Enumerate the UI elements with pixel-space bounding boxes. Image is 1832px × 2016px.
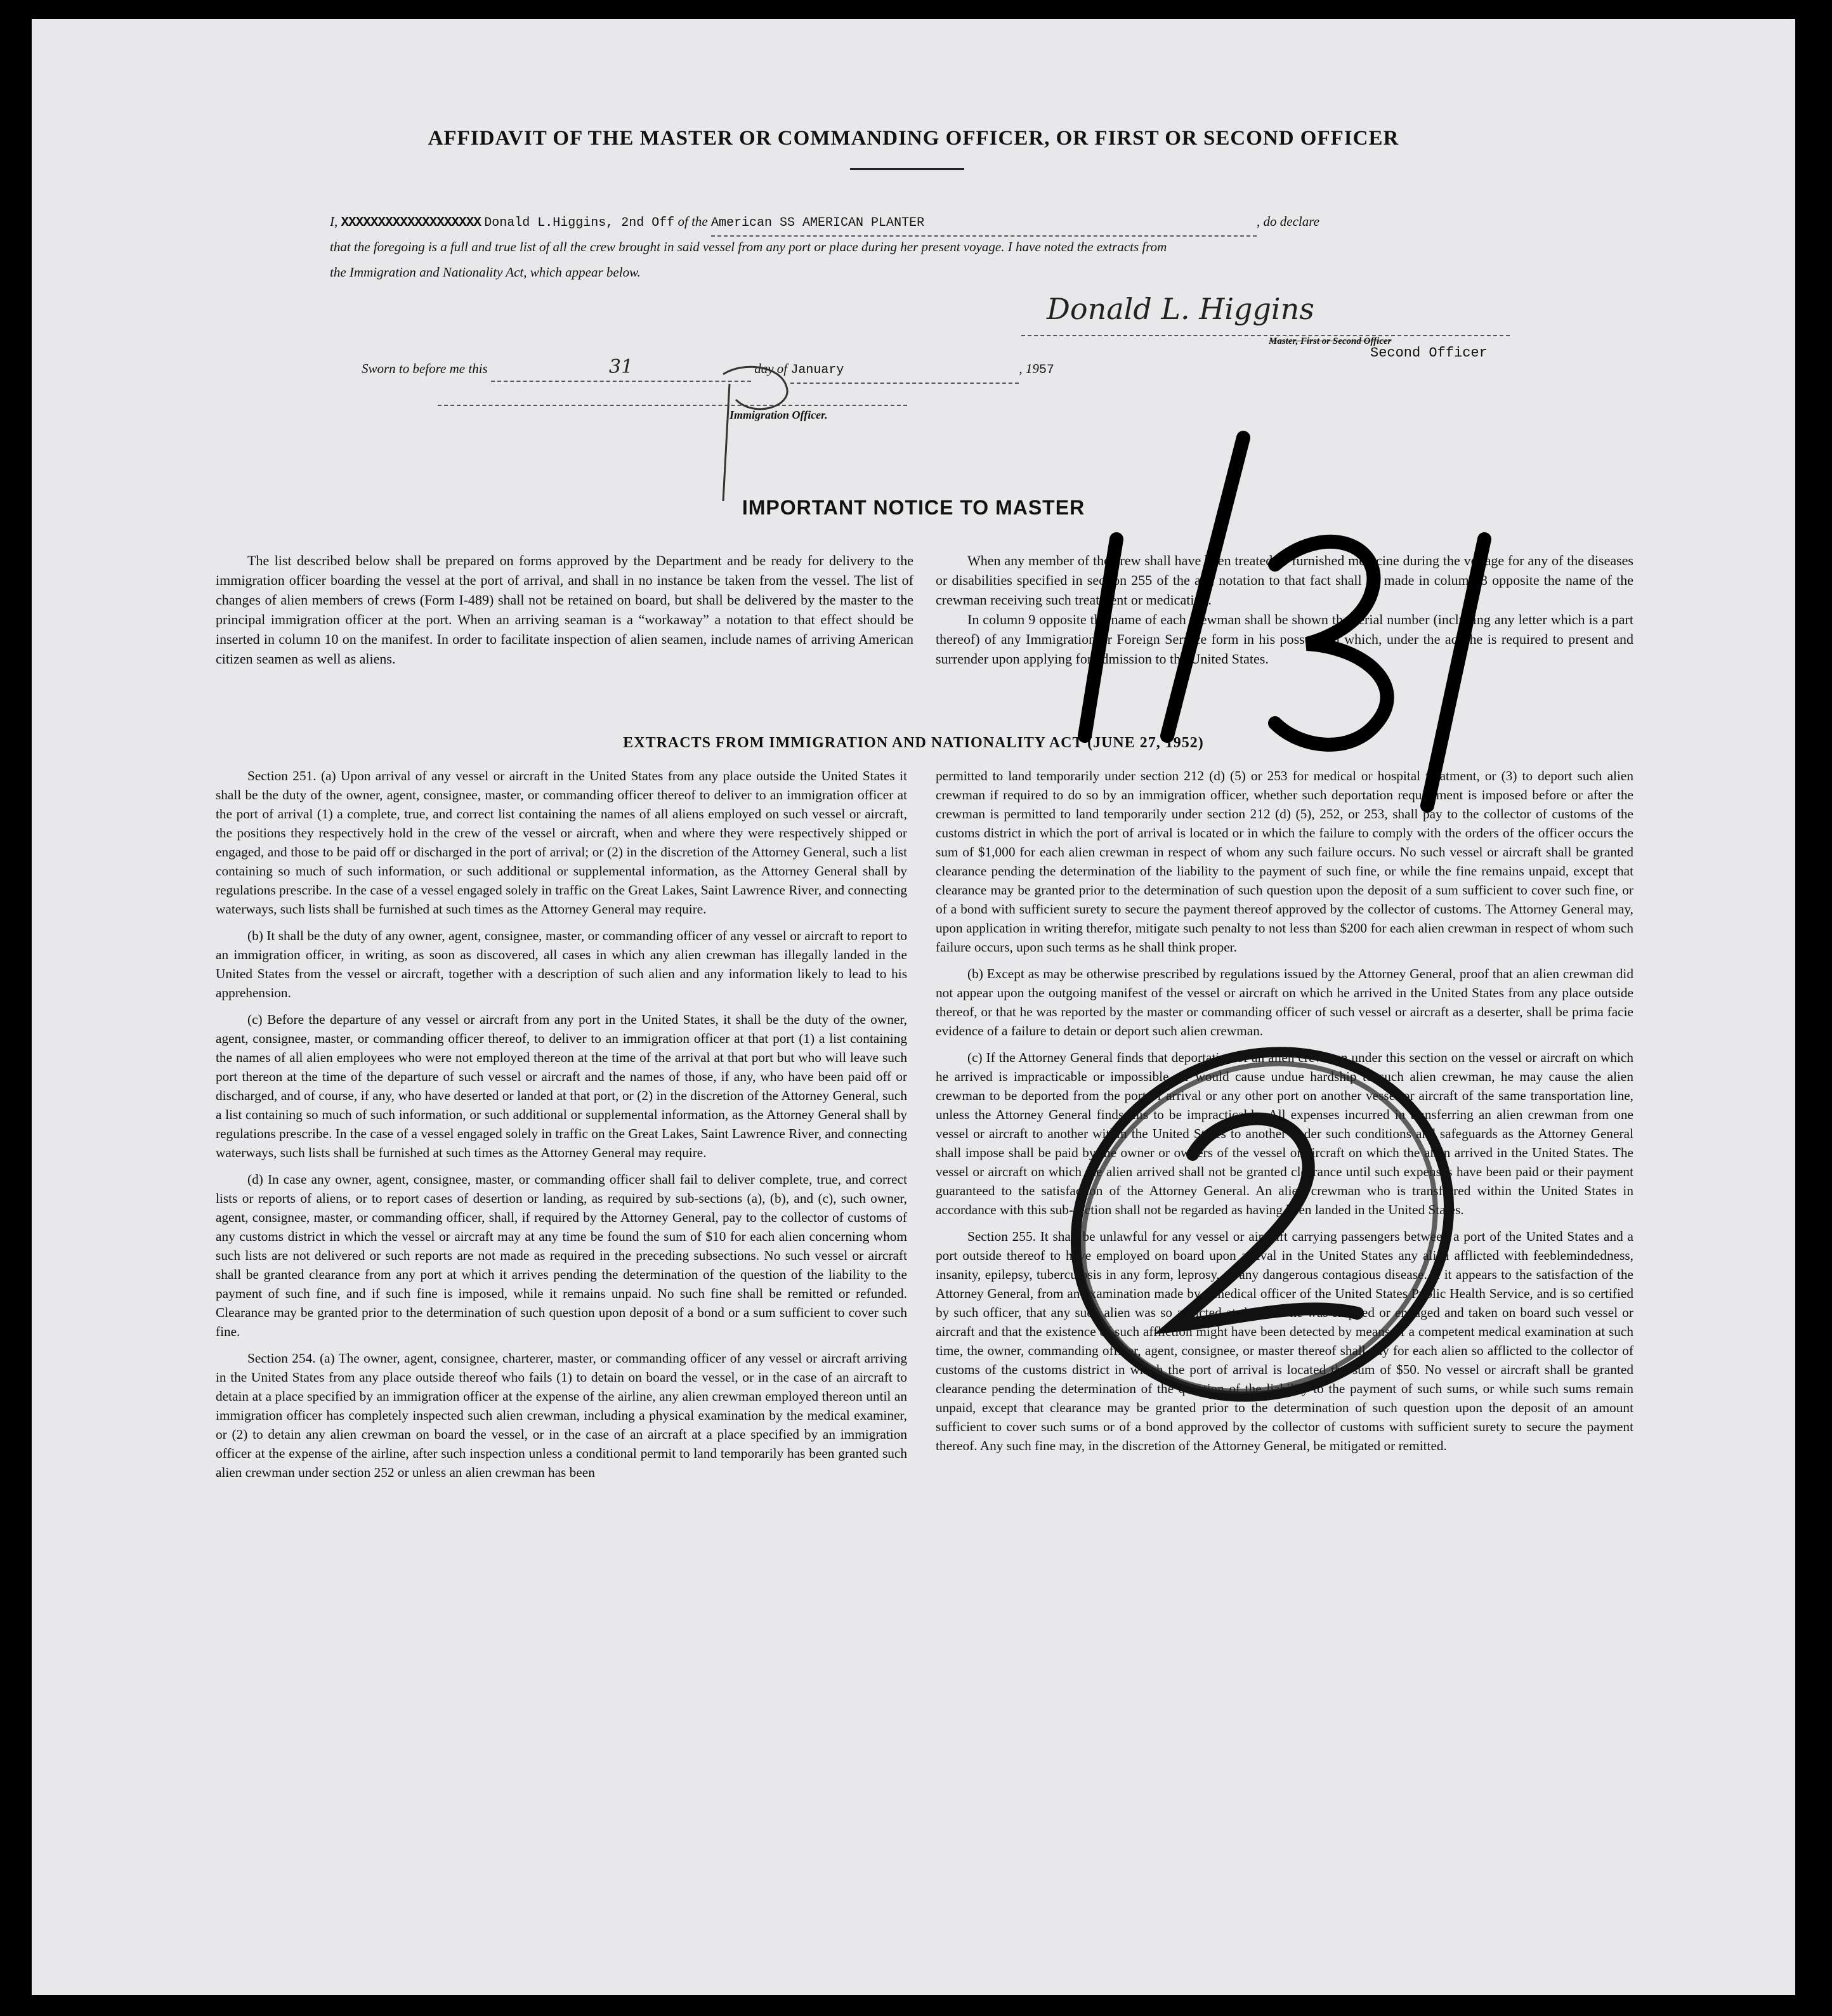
extracts-heading: EXTRACTS FROM IMMIGRATION AND NATIONALITY ACT (JUNE 27, 1952) bbox=[623, 735, 1204, 751]
section-254a-continued: permitted to land temporarily under section 212 (d) (5) or 253 for medical or hospital treatment, or (3) to deport such alien crewman if required to do so by an immigration officer, whether such deportation requirement is imposed before or after the crewman is permitted to land temporarily under section 212 (d) (5), 252, or 253, shall pay to the collector of customs of the customs district in which the port of arrival is located or in which the failure to comply with the orders of the officer occurs the sum of $1,000 for each alien crewman in respect of whom any such failure occurs. No such vessel or aircraft shall be granted clearance pending the determination of the liability to the payment of such fine, or while the fine remains unpaid, except that clearance may be granted prior to the determination of such question upon the deposit of a sum sufficient to cover such fine, or of a bond with sufficient surety to secure the payment thereof approved by the collector of customs. The Attorney General may, upon application in writing therefor, mitigate such penalty to not less than $200 for each alien crewman in respect of whom such failure occurs, upon such terms as he shall think proper. bbox=[936, 768, 1633, 955]
officer-signature: Donald L. Higgins bbox=[1047, 292, 1314, 326]
printed-role-label: Master, First or Second Officer bbox=[1269, 336, 1392, 346]
document-page bbox=[32, 19, 1795, 1995]
declaration-prefix: I, bbox=[330, 214, 338, 229]
immigration-officer-line bbox=[438, 405, 907, 407]
affidavit-title: AFFIDAVIT OF THE MASTER OR COMMANDING OFFICER, OR FIRST OR SECOND OFFICER bbox=[428, 127, 1399, 150]
section-251c: (c) Before the departure of any vessel or aircraft from any port in the United States, it shall be the duty of the owner, agent, consignee, master, or commanding officer thereof, to deliver to an immigration officer at that port (1) a list containing the names of all alien employees who were not employed thereon at the time of the arrival at that port but who will leave such port thereon at the time of the departure of such vessel or aircraft and the names of those, if any, who have been paid off or discharged, and of course, if any, who have deserted or landed at that port, or (2) in the discretion of the Attorney General, such a list containing so much of such information, or such additional or supplemental information, as the Attorney General shall by regulations prescribe. In the case of a vessel engaged solely in traffic on the Great Lakes, Saint Lawrence River, and connecting waterways, such lists shall be furnished at such times as the Attorney General may require. bbox=[216, 1012, 907, 1160]
of-the-label: of the bbox=[677, 214, 708, 229]
section-251b: (b) It shall be the duty of any owner, agent, consignee, master, or commanding officer of any vessel or aircraft to report to an immigration officer, in writing, as soon as discovered, all cases in which any alien crewman has illegally landed in the United States from the vessel or aircraft, together with a description of such alien and any information likely to lead to his apprehension. bbox=[216, 928, 907, 1000]
title-divider bbox=[850, 168, 964, 170]
sworn-month-field bbox=[790, 358, 1019, 384]
sworn-month: January bbox=[790, 363, 844, 377]
section-254c: (c) If the Attorney General finds that deportation of an alien crewman under this section on the vessel or aircraft on which he arrived is impracticable or impossible, or would cause undue hardship to such alien crewman, he may cause the alien crewman to be deported from the port of arrival or any other port on another vessel or aircraft of the same transportation line, unless the Attorney General finds this to be impracticable. All expenses incurred in transferring an alien crewman from one vessel or aircraft to another within the United States to another under such conditions and safeguards as the Attorney General shall impose shall be paid by the owner or owners of the vessel or aircraft on which the alien arrived in the United States. The vessel or aircraft on which the alien arrived shall not be granted clearance until such expenses have been paid or their payment guaranteed to the satisfaction of the Attorney General. An alien crewman who is transferred within the United States in accordance with this sub-section shall not be regarded as having been landed in the United States. bbox=[936, 1050, 1633, 1217]
extracts-right-column bbox=[936, 766, 1633, 1463]
vessel-field bbox=[711, 211, 1257, 237]
day-of-label: day of bbox=[754, 361, 788, 376]
section-255: Section 255. It shall be unlawful for any vessel or aircraft carrying passengers between a port of the United States and a port outside thereof to have employed on board upon arrival in the United States any alien afflicted with feeblemindedness, insanity, epilepsy, tuberculosis in any form, leprosy, or any dangerous contagious disease. If it appears to the satisfaction of the Attorney General, from an examination made by a medical officer of the United States Public Health Service, and is so certified by such officer, that any such alien was so afflicted at the time he was shipped or engaged and taken on board such vessel or aircraft and that the existence of such affliction might have been detected by means of a competent medical examination at such time, the owner, commanding officer, agent, consignee, or master thereof shall pay for each alien so afflicted to the collector of customs of the customs district in which the port of arrival is located the sum of $50. No vessel or aircraft shall be granted clearance pending the determination of the question of the liability to the payment of such sums, or while such sums remain unpaid, except that clearance may be granted prior to the determination of such question upon the deposit of an amount sufficient to cover such sums or of a bond approved by the collector of customs with sufficient surety to secure the payment thereof. Any such fine may, in the discretion of the Attorney General, be mitigated or remitted. bbox=[936, 1229, 1633, 1453]
signature-line bbox=[1021, 335, 1510, 337]
sworn-year: 57 bbox=[1038, 363, 1054, 377]
immigration-officer-label: Immigration Officer. bbox=[730, 409, 828, 421]
struck-text: XXXXXXXXXXXXXXXXXXX bbox=[341, 216, 481, 230]
notice-right-column bbox=[936, 551, 1633, 675]
declaration-line-2: that the foregoing is a full and true list of all the crew brought in said vessel from any port or place during her present voyage. I have noted the extracts from bbox=[330, 239, 1167, 254]
sworn-day-field bbox=[491, 355, 751, 382]
sworn-prefix: Sworn to before me this bbox=[362, 361, 488, 376]
section-251a: Section 251. (a) Upon arrival of any vessel or aircraft in the United States from any place outside the United States it shall be the duty of the owner, agent, consignee, master, or commanding officer thereof to deliver to an immigration officer at the port of arrival (1) a complete, true, and correct list containing the names of all aliens employed on such vessel or aircraft, the positions they respectively hold in the crew of the vessel or aircraft, when and where they were respectively shipped or engaged, and those to be paid off or discharged in the port of arrival; or (2) in the discretion of the Attorney General, such a list containing so much of such information, or such additional or supplemental information, as the Attorney General shall by regulations prescribe. In the case of a vessel engaged solely in traffic on the Great Lakes, Saint Lawrence River, and connecting waterways, such lists shall be furnished at such times as the Attorney General may require. bbox=[216, 768, 907, 917]
sworn-line bbox=[362, 355, 1567, 384]
initials-scribble bbox=[723, 367, 787, 501]
notice-left-column bbox=[216, 551, 913, 675]
notice-right-paragraph-2: In column 9 opposite the name of each crewman shall be shown the serial number (including any letter which is a part thereof) of any Immigration or Foreign Service form in his possession which, under the act, he is required to present and surrender upon applying for admission to the United States. bbox=[936, 612, 1633, 667]
officer-name: Donald L.Higgins, 2nd Off bbox=[484, 216, 675, 230]
sworn-day: 31 bbox=[608, 356, 634, 378]
vessel-name: American SS AMERICAN PLANTER bbox=[711, 216, 925, 230]
notice-left-paragraph: The list described below shall be prepared on forms approved by the Department and be ready for delivery to the immigration officer boarding the vessel at the port of arrival, and shall in no instance be taken from the vessel. The list of changes of alien members of crews (Form I-489) shall not be retained on board, but shall be delivered by the master to the principal immigration officer at the port. When an arriving seaman is a “workaway” a notation to that effect should be inserted in column 10 on the manifest. In order to facilitate inspection of alien seamen, include names of arriving American citizen seamen as well as aliens. bbox=[216, 553, 913, 667]
declaration-line-3: the Immigration and Nationality Act, which appear below. bbox=[330, 265, 641, 280]
section-254a: Section 254. (a) The owner, agent, consignee, charterer, master, or commanding officer of any vessel or aircraft arriving in the United States from any place outside thereof who fails (1) to detain on board the vessel, or in the case of an aircraft to detain at a place specified by an immigration officer at the expense of the airline, any alien crewman employed thereon until an immigration officer has completely inspected such alien crewman, including a physical examination by the medical examiner, or (2) to detain any alien crewman on board the vessel, or in the case of an aircraft at a place specified by an immigration officer at the expense of the airline, after such inspection unless a conditional permit to land temporarily has been granted such alien crewman under section 252 or unless an alien crewman has been bbox=[216, 1351, 907, 1480]
declaration-line-1 bbox=[330, 209, 1535, 237]
year-prefix: , 19 bbox=[1019, 361, 1039, 376]
typed-role: Second Officer bbox=[1370, 345, 1488, 361]
section-251d: (d) In case any owner, agent, consignee, master, or commanding officer shall fail to deliver complete, true, and correct lists or reports of aliens, or to report cases of desertion or landing, as required by sub-sections (a), (b), and (c), such owner, agent, consignee, master, or commanding officer, shall, if required by the Attorney General, pay to the collector of customs of any customs district in which the vessel or aircraft may at any time be found the sum of $10 for each alien concerning whom such lists are not delivered or such reports are not made as required in the preceding subsections. No such vessel or aircraft shall be granted clearance from any port at which it arrives pending the determination of the question of the liability to the payment of such fine, and if such fine is imposed, while it remains unpaid. No such fine shall be remitted or refunded. Clearance may be granted prior to the determination of such question upon deposit of a bond or a sum sufficient to cover such fine. bbox=[216, 1172, 907, 1339]
notice-right-paragraph-1: When any member of the crew shall have been treated or furnished medicine during the voyage for any of the diseases or disabilities specified in section 255 of the act, notation to that fact shall be made in column 8 opposite the name of the crewman receiving such treatment or medication. bbox=[936, 553, 1633, 608]
notice-heading: IMPORTANT NOTICE TO MASTER bbox=[742, 496, 1085, 519]
section-254b: (b) Except as may be otherwise prescribed by regulations issued by the Attorney General, proof that an alien crewman did not appear upon the outgoing manifest of the vessel or aircraft on which he arrived in the United States from any place outside thereof, or that he was reported by the master or commanding officer of such vessel or aircraft as a deserter, shall be prima facie evidence of a failure to detain or deport such alien crewman. bbox=[936, 966, 1633, 1038]
do-declare-label: , do declare bbox=[1257, 214, 1319, 229]
extracts-left-column bbox=[216, 766, 907, 1489]
